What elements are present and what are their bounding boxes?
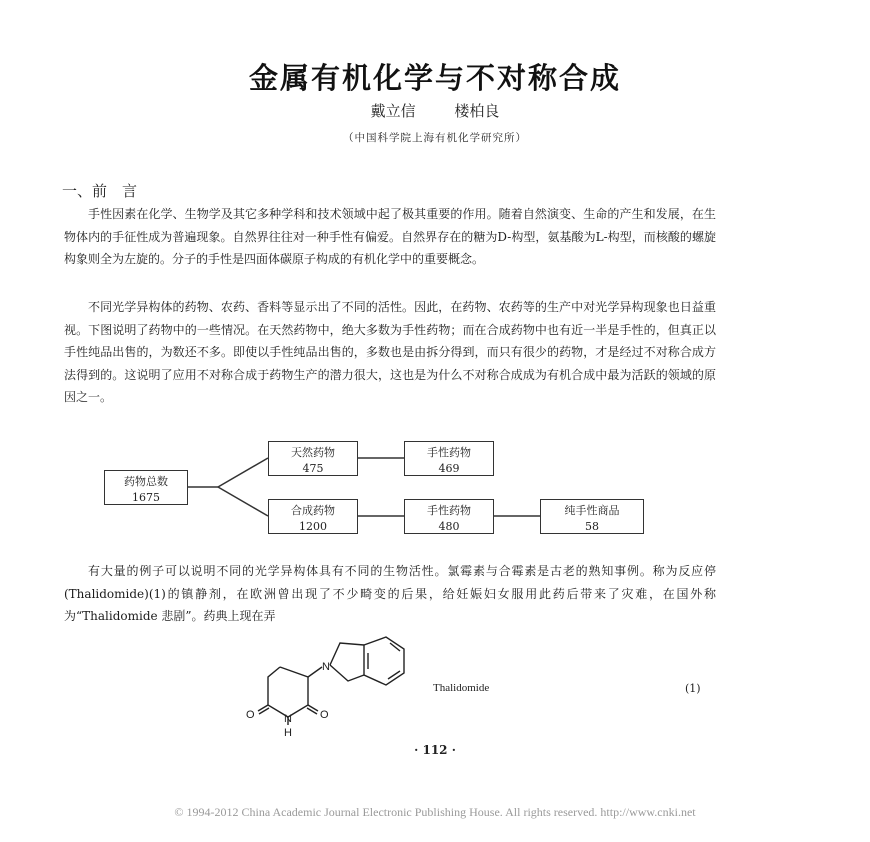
box-natural-chiral-value: 469	[438, 462, 460, 475]
paper-title: 金属有机化学与不对称合成	[248, 61, 621, 95]
box-pure-chiral-product	[540, 499, 644, 534]
box-natural-label: 天然药物	[291, 446, 335, 459]
atom-h: H	[284, 727, 292, 739]
copyright-footer: © 1994-2012 China Academic Journal Electronic Publishing House. All rights reserved. http://www.cnki.net	[174, 805, 696, 819]
affiliation: （中国科学院上海有机化学研究所）	[343, 132, 527, 144]
box-natural-chiral-label: 手性药物	[427, 446, 471, 459]
box-total-value: 1675	[132, 491, 160, 504]
box-synthetic-label: 合成药物	[291, 504, 335, 517]
box-synthetic-chiral	[404, 499, 494, 534]
structure-name: Thalidomide	[433, 682, 490, 694]
box-synthetic-chiral-value: 480	[438, 520, 460, 533]
box-natural-drugs	[268, 441, 358, 476]
box-synthetic-chiral-label: 手性药物	[427, 504, 471, 517]
box-total-drugs	[104, 470, 188, 505]
paragraph-1: 手性因素在化学、生物学及其它多种学科和技术领域中起了极其重要的作用。随着自然演变、生命的产生和发展，在生物体内的手征性成为普遍现象。自然界往往对一种手性有偏爱。自然界存在的糖为D-构型，氨基酸为L-构型，而核酸的螺旋构象则全为左旋的。分子的手性是四面体碳原子构成的有机化学中的重要概念。	[64, 207, 716, 266]
atom-o-right: O	[320, 709, 329, 721]
thalidomide-structure	[240, 625, 420, 740]
box-synthetic-value: 1200	[299, 520, 327, 533]
structure-number: (1)	[685, 682, 701, 695]
box-total-label: 药物总数	[124, 475, 168, 488]
box-pure-value: 58	[585, 520, 599, 533]
section-heading: 一、前 言	[62, 182, 138, 200]
box-natural-chiral	[404, 441, 494, 476]
box-natural-value: 475	[302, 462, 324, 475]
box-pure-label: 纯手性商品	[564, 504, 620, 517]
atom-n-imide: N	[284, 713, 292, 725]
atom-o-left: O	[246, 709, 255, 721]
authors: 戴立信 楼柏良	[370, 102, 500, 120]
paragraph-2: 不同光学异构体的药物、农药、香料等显示出了不同的活性。因此，在药物、农药等的生产中对光学异构现象也日益重视。下图说明了药物中的一些情况。在天然药物中，绝大多数为手性药物；而在合成药物中也有近一半是手性的，但真正以手性纯品出售的，为数还不多。即使以手性纯品出售的，多数也是由拆分得到，而只有很少的药物，才是经过不对称合成方法得到的。这说明了应用不对称合成于药物生产的潜力很大，这也是为什么不对称合成成为有机合成中最为活跃的领域的原因之一。	[64, 300, 716, 404]
page-number: · 112 ·	[414, 743, 456, 757]
box-synthetic-drugs	[268, 499, 358, 534]
atom-n-ring: N	[322, 661, 330, 673]
paragraph-3: 有大量的例子可以说明不同的光学异构体具有不同的生物活性。氯霉素与合霉素是古老的熟知事例。称为反应停(Thalidomide)(1)的镇静剂，在欧洲曾出现了不少畸变的后果，给妊娠妇女服用此药后带来了灾难，在国外称为“Thalidomide 悲剧”。药典上现在弄	[64, 564, 716, 623]
